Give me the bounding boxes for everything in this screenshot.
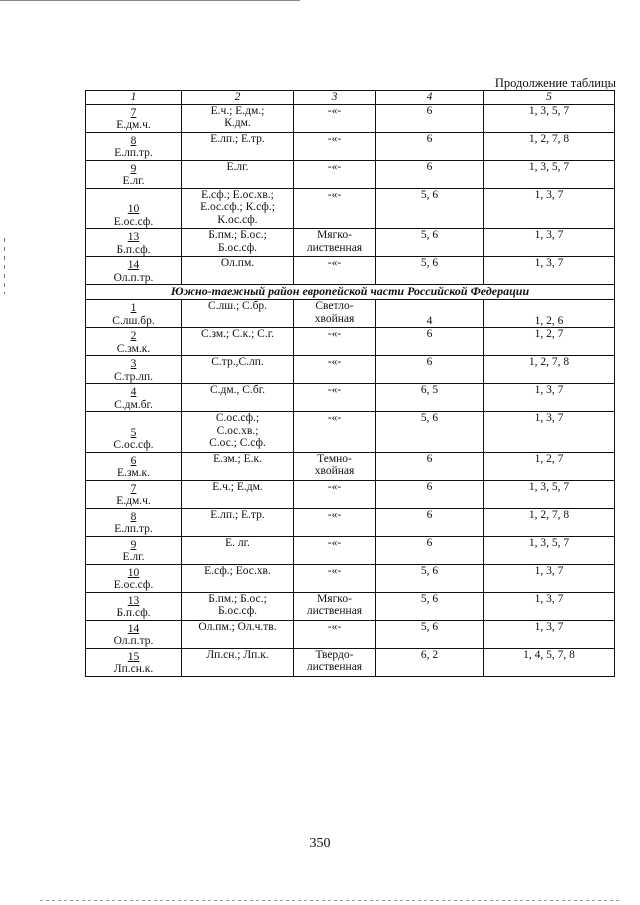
species-cell	[182, 384, 294, 412]
group-line: -«-	[327, 620, 342, 633]
code-cell	[86, 564, 182, 592]
header-cell: 3	[294, 91, 376, 105]
species-line: С.ос.сф.;	[215, 412, 260, 424]
group-cell	[294, 328, 376, 356]
group-cell	[294, 188, 376, 229]
type-number: 1	[130, 302, 137, 314]
page-number: 350	[309, 836, 331, 851]
table-row	[86, 536, 615, 564]
header-cell: 1	[86, 91, 182, 105]
type-number: 9	[130, 162, 137, 175]
species-cell	[182, 412, 294, 453]
type-code: Е.зм.к.	[117, 467, 150, 479]
species-line: Б.ос.сф.	[217, 241, 258, 254]
species-line: Е. лг.	[225, 536, 250, 549]
method-cell: 1, 2, 7, 8	[484, 356, 615, 384]
code-cell	[86, 384, 182, 412]
group-line: хвойная	[314, 465, 355, 477]
group-line: -«-	[327, 132, 342, 145]
type-code: С.тр.лп.	[113, 370, 154, 383]
species-line: К.ос.сф.	[217, 213, 258, 226]
class-cell: 6	[376, 132, 484, 160]
group-line: Мягко-	[317, 592, 352, 605]
method-cell: 1, 3, 7	[484, 564, 615, 592]
group-line: лиственная	[306, 241, 363, 254]
group-cell	[294, 564, 376, 592]
type-code: С.ос.сф.	[113, 439, 154, 451]
table-row	[86, 257, 615, 285]
species-cell	[182, 480, 294, 508]
type-number: 10	[127, 203, 140, 215]
table-row	[86, 132, 615, 160]
species-line: С.зм.; С.к.; С.г.	[200, 328, 275, 340]
class-cell: 5, 6	[376, 229, 484, 257]
species-line: Ол.пм.; Ол.ч.тв.	[198, 620, 277, 633]
class-cell: 6	[376, 536, 484, 564]
species-cell	[182, 648, 294, 676]
species-line: Б.пм.; Б.ос.;	[208, 592, 267, 605]
table-row	[86, 412, 615, 453]
type-code: Е.лг.	[122, 551, 145, 563]
class-cell: 6	[376, 452, 484, 480]
group-line: -«-	[327, 412, 342, 424]
table-row	[86, 480, 615, 508]
type-number: 13	[127, 231, 140, 243]
group-cell	[294, 384, 376, 412]
species-cell	[182, 229, 294, 257]
header-cell: 5	[484, 91, 615, 105]
class-cell: 5, 6	[376, 620, 484, 648]
species-cell	[182, 452, 294, 480]
header-cell: 2	[182, 91, 294, 105]
table-row	[86, 328, 615, 356]
group-cell	[294, 160, 376, 188]
species-cell	[182, 160, 294, 188]
code-cell	[86, 300, 182, 328]
table-row	[86, 104, 615, 132]
group-cell	[294, 412, 376, 453]
species-line: С.тр.,С.лп.	[211, 356, 264, 368]
type-code: С.лш.бр.	[112, 314, 155, 327]
type-number: 2	[130, 330, 137, 342]
type-code: Е.дм.ч.	[116, 119, 151, 131]
header-row	[86, 91, 615, 105]
group-line: -«-	[327, 508, 342, 521]
group-line: лиственная	[306, 605, 363, 617]
table-row	[86, 452, 615, 480]
section-title: Южно-таежный район европейской части Российской Федерации	[86, 285, 615, 300]
method-cell: 1, 3, 7	[484, 620, 615, 648]
type-number: 7	[130, 106, 137, 119]
species-line: Е.ос.сф.; К.сф.;	[200, 201, 275, 213]
group-line: Темно-	[317, 452, 352, 465]
type-number: 4	[130, 386, 137, 398]
group-cell	[294, 104, 376, 132]
table-row	[86, 300, 615, 328]
species-cell	[182, 508, 294, 536]
class-cell: 5, 6	[376, 257, 484, 285]
table-row	[86, 648, 615, 676]
species-line: Е.ч.; Е.дм.;	[210, 104, 265, 117]
class-cell: 6	[376, 328, 484, 356]
species-line: С.ос.; С.сф.	[209, 437, 266, 449]
header-cell: 4	[376, 91, 484, 105]
species-cell	[182, 188, 294, 229]
type-code: С.зм.к.	[116, 342, 151, 355]
group-line: -«-	[327, 257, 342, 269]
group-cell	[294, 229, 376, 257]
species-line: Е.зм.; Е.к.	[213, 452, 262, 465]
type-code: Е.лг.	[122, 175, 145, 187]
group-line: -«-	[327, 188, 342, 201]
code-cell	[86, 229, 182, 257]
table-row	[86, 564, 615, 592]
code-cell	[86, 104, 182, 132]
code-cell	[86, 592, 182, 620]
class-cell: 6, 2	[376, 648, 484, 676]
method-cell: 1, 3, 5, 7	[484, 104, 615, 132]
species-line: Б.пм.; Б.ос.;	[208, 229, 267, 241]
table-row	[86, 229, 615, 257]
group-line: -«-	[327, 384, 342, 396]
code-cell	[86, 480, 182, 508]
species-cell	[182, 356, 294, 384]
method-cell: 1, 3, 5, 7	[484, 160, 615, 188]
species-line: Е.сф.; Еос.хв.	[204, 564, 271, 577]
table-row	[86, 356, 615, 384]
code-cell	[86, 188, 182, 229]
type-code: Е.лп.тр.	[114, 523, 153, 535]
type-code: Б.п.сф.	[116, 243, 151, 256]
group-line: лиственная	[306, 661, 363, 673]
species-line: С.лш.; С.бр.	[207, 300, 268, 312]
species-cell	[182, 620, 294, 648]
class-cell: 5, 6	[376, 564, 484, 592]
class-cell: 6	[376, 104, 484, 132]
table-row	[86, 508, 615, 536]
method-cell: 1, 2, 7, 8	[484, 132, 615, 160]
method-cell: 1, 4, 5, 7, 8	[484, 648, 615, 676]
group-line: -«-	[327, 356, 342, 368]
species-cell	[182, 564, 294, 592]
species-cell	[182, 592, 294, 620]
species-cell	[182, 257, 294, 285]
code-cell	[86, 328, 182, 356]
type-number: 13	[127, 594, 140, 607]
method-cell: 1, 3, 7	[484, 188, 615, 229]
species-cell	[182, 536, 294, 564]
species-cell	[182, 104, 294, 132]
species-line: С.ос.хв.;	[216, 424, 259, 437]
class-cell: 5, 6	[376, 592, 484, 620]
species-line: Ол.пм.	[220, 257, 255, 269]
group-line: Светло-	[315, 300, 354, 312]
class-cell: 6	[376, 480, 484, 508]
method-cell: 1, 3, 7	[484, 412, 615, 453]
code-cell	[86, 132, 182, 160]
bottom-rule	[40, 900, 620, 901]
type-number: 6	[130, 454, 137, 467]
table-row	[86, 620, 615, 648]
type-code: Е.ос.сф.	[113, 215, 154, 228]
group-cell	[294, 536, 376, 564]
class-cell: 6, 5	[376, 384, 484, 412]
class-cell: 4	[376, 300, 484, 328]
group-cell	[294, 257, 376, 285]
type-number: 15	[127, 650, 140, 663]
code-cell	[86, 356, 182, 384]
type-number: 14	[127, 622, 140, 635]
species-line: Е.ч.; Е.дм.	[212, 480, 263, 493]
code-cell	[86, 508, 182, 536]
group-line: -«-	[327, 564, 342, 577]
type-number: 14	[127, 259, 140, 271]
species-line: Е.сф.; Е.ос.хв.;	[201, 188, 274, 201]
class-cell: 6	[376, 356, 484, 384]
group-cell	[294, 300, 376, 328]
table-row	[86, 592, 615, 620]
code-cell	[86, 648, 182, 676]
group-cell	[294, 480, 376, 508]
code-cell	[86, 412, 182, 453]
species-cell	[182, 132, 294, 160]
table-caption: Продолжение таблицы	[494, 76, 616, 90]
binding-marks	[4, 238, 5, 294]
class-cell: 6	[376, 160, 484, 188]
code-cell	[86, 160, 182, 188]
forest-type-table	[85, 90, 615, 677]
code-cell	[86, 536, 182, 564]
type-number: 10	[127, 566, 140, 579]
group-line: хвойная	[314, 312, 355, 325]
type-number: 7	[130, 482, 137, 495]
class-cell: 6	[376, 508, 484, 536]
group-line: -«-	[327, 328, 342, 340]
method-cell: 1, 3, 5, 7	[484, 480, 615, 508]
method-cell: 1, 2, 7	[484, 328, 615, 356]
species-line: С.дм., С.бг.	[210, 384, 265, 396]
group-line: -«-	[327, 480, 342, 493]
group-cell	[294, 356, 376, 384]
method-cell: 1, 3, 7	[484, 257, 615, 285]
group-cell	[294, 620, 376, 648]
species-line: Б.ос.сф.	[217, 605, 258, 617]
type-number: 8	[130, 510, 137, 523]
method-cell: 1, 3, 7	[484, 592, 615, 620]
type-code: Е.ос.сф.	[113, 579, 154, 591]
species-line: Е.лп.; Е.тр.	[210, 508, 265, 521]
top-rule	[0, 0, 300, 1]
type-code: Лп.сн.к.	[113, 663, 154, 675]
method-cell: 1, 2, 6	[484, 300, 615, 328]
type-number: 3	[130, 358, 137, 370]
type-number: 8	[130, 134, 137, 147]
group-line: -«-	[327, 104, 342, 117]
code-cell	[86, 452, 182, 480]
species-line: Е.лп.; Е.тр.	[210, 132, 265, 145]
section-row	[86, 285, 615, 300]
method-cell: 1, 3, 7	[484, 229, 615, 257]
type-code: Б.п.сф.	[116, 607, 151, 619]
group-line: -«-	[327, 160, 342, 173]
class-cell: 5, 6	[376, 188, 484, 229]
method-cell: 1, 3, 7	[484, 384, 615, 412]
species-line: Е.лг.	[226, 160, 249, 173]
group-line: -«-	[327, 536, 342, 549]
type-code: С.дм.бг.	[114, 398, 153, 411]
code-cell	[86, 620, 182, 648]
group-cell	[294, 452, 376, 480]
species-line: Лп.сн.; Лп.к.	[206, 648, 269, 661]
table-row	[86, 160, 615, 188]
group-cell	[294, 132, 376, 160]
group-cell	[294, 592, 376, 620]
group-line: Мягко-	[317, 229, 352, 241]
type-code: Ол.п.тр.	[113, 271, 154, 284]
class-cell: 5, 6	[376, 412, 484, 453]
type-number: 5	[130, 426, 137, 439]
table-row	[86, 188, 615, 229]
group-cell	[294, 508, 376, 536]
method-cell: 1, 2, 7	[484, 452, 615, 480]
species-cell	[182, 328, 294, 356]
type-number: 9	[130, 538, 137, 551]
code-cell	[86, 257, 182, 285]
table-body	[86, 104, 615, 676]
table-row	[86, 384, 615, 412]
group-line: Твердо-	[315, 648, 354, 661]
type-code: Е.дм.ч.	[116, 495, 151, 507]
method-cell: 1, 2, 7, 8	[484, 508, 615, 536]
group-cell	[294, 648, 376, 676]
type-code: Ол.п.тр.	[113, 635, 154, 647]
species-cell	[182, 300, 294, 328]
method-cell: 1, 3, 5, 7	[484, 536, 615, 564]
species-line: К.дм.	[224, 117, 251, 129]
type-code: Е.лп.тр.	[114, 147, 153, 159]
